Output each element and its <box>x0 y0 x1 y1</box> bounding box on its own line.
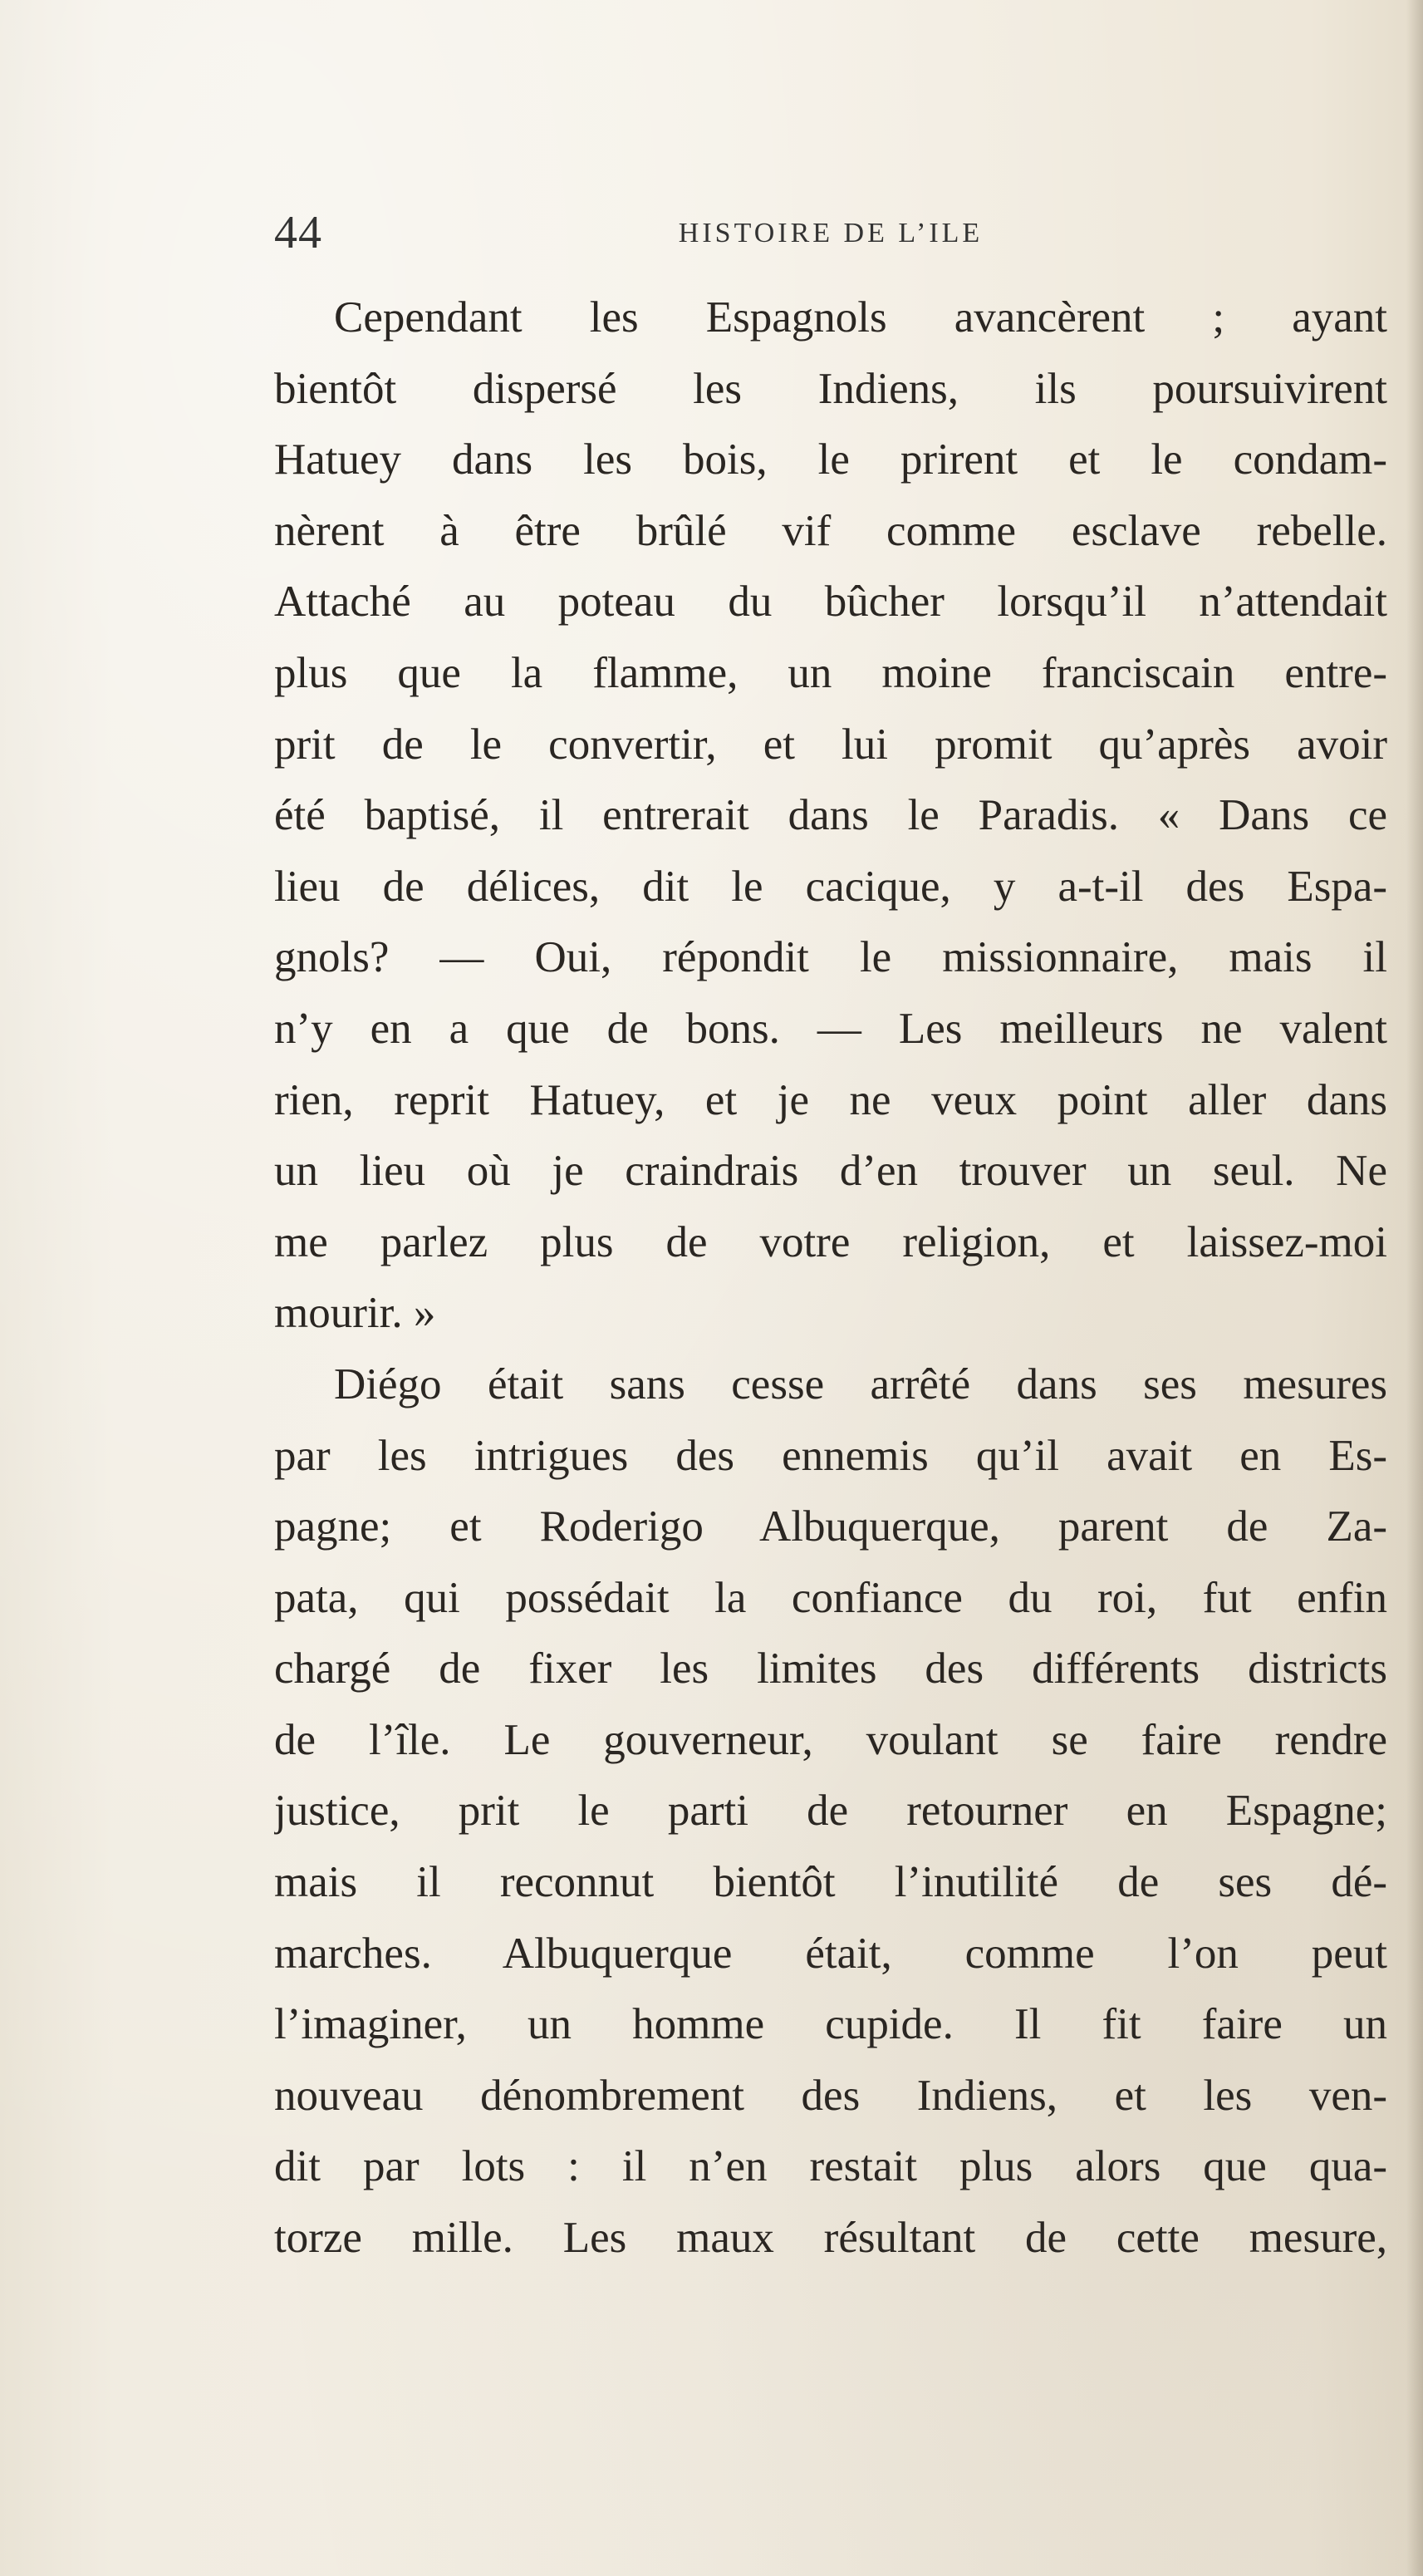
page-header <box>274 206 1387 273</box>
text-line: plus que la flamme, un moine franciscain entre- <box>274 648 1387 697</box>
text-line: marches. Albuquerque était, comme l’on peut <box>274 1929 1387 1978</box>
text-line: chargé de fixer les limites des différents districts <box>274 1644 1387 1694</box>
paragraph-2 <box>274 1349 1387 2274</box>
text-line: nouveau dénombrement des Indiens, et les ven- <box>274 2071 1387 2120</box>
text-line: me parlez plus de votre religion, et laissez-moi <box>274 1217 1387 1266</box>
text-line: rien, reprit Hatuey, et je ne veux point aller dans <box>274 1075 1387 1124</box>
text-line: mais il reconnut bientôt l’inutilité de ses dé- <box>274 1858 1387 1907</box>
text-line: gnols? — Oui, répondit le missionnaire, mais il <box>274 933 1387 982</box>
text-line: dit par lots : il n’en restait plus alors que qua- <box>274 2142 1387 2191</box>
text-line: Attaché au poteau du bûcher lorsqu’il n’attendait <box>274 578 1387 627</box>
text-line: mourir. » <box>274 1289 436 1338</box>
text-line: Hatuey dans les bois, le prirent et le condam- <box>274 435 1387 484</box>
running-title: HISTOIRE DE L’ILE <box>678 218 984 248</box>
text-line: bientôt dispersé les Indiens, ils poursuivirent <box>274 364 1387 413</box>
text-line: été baptisé, il entrerait dans le Paradis. « Dans ce <box>274 791 1387 840</box>
text-line: nèrent à être brûlé vif comme esclave rebelle. <box>274 506 1387 555</box>
text-line: Cependant les Espagnols avancèrent ; ayant <box>334 293 1387 342</box>
paragraph-1 <box>274 283 1387 1349</box>
text-line: lieu de délices, dit le cacique, y a-t-il des Espa- <box>274 862 1387 911</box>
text-line: pagne; et Roderigo Albuquerque, parent de Za- <box>274 1502 1387 1551</box>
page-number: 44 <box>274 207 322 258</box>
text-line: torze mille. Les maux résultant de cette mesure, <box>274 2214 1387 2263</box>
text-line: pata, qui possédait la confiance du roi, fut enfin <box>274 1573 1387 1622</box>
text-line: un lieu où je craindrais d’en trouver un seul. Ne <box>274 1147 1387 1196</box>
text-line: l’imaginer, un homme cupide. Il fit faire un <box>274 2000 1387 2049</box>
text-line: n’y en a que de bons. — Les meilleurs ne valent <box>274 1004 1387 1053</box>
text-line: prit de le convertir, et lui promit qu’après avoir <box>274 720 1387 769</box>
text-line: Diégo était sans cesse arrêté dans ses mesures <box>334 1359 1387 1408</box>
text-line: de l’île. Le gouverneur, voulant se faire rendre <box>274 1715 1387 1764</box>
body-text <box>274 283 1387 2274</box>
text-line: justice, prit le parti de retourner en Espagne; <box>274 1787 1387 1836</box>
text-line: par les intrigues des ennemis qu’il avait en Es- <box>274 1431 1387 1480</box>
